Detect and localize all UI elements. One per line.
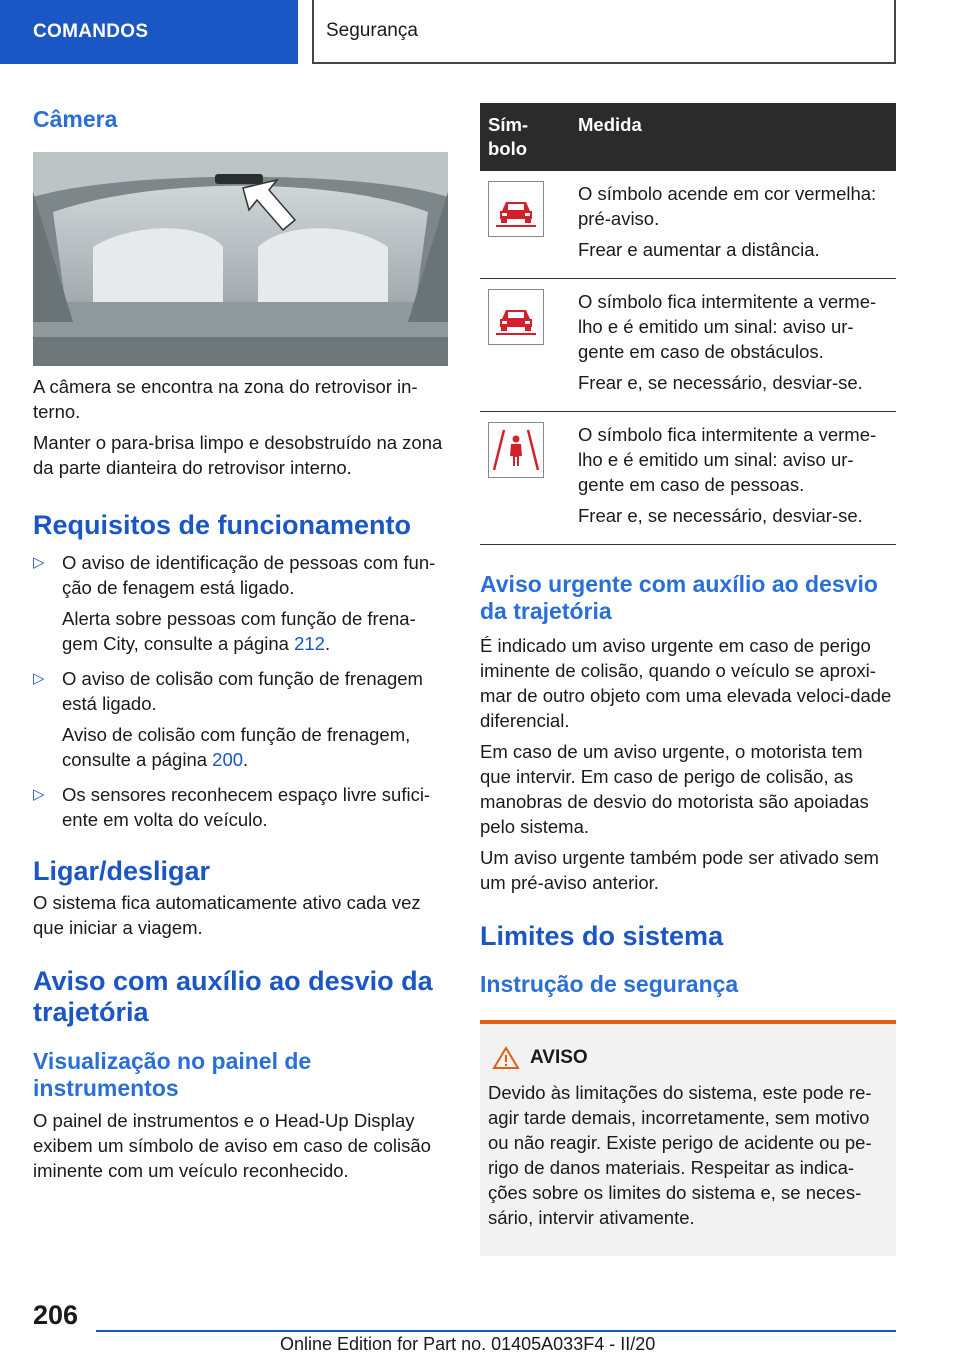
subtext-pre: Alerta sobre pessoas com função de frena-gem City, consulte a página [62, 608, 416, 654]
measure-cell [570, 171, 896, 279]
list-item-subtext [62, 606, 448, 656]
warning-title-row [492, 1046, 888, 1070]
measure-text: Frear e, se necessário, desviar-se. [578, 372, 863, 393]
car-warning-icon [488, 181, 544, 237]
safety-heading: Instrução de segurança [480, 971, 739, 997]
footer-edition: Online Edition for Part no. 01405A033F4 - II/20 [280, 1334, 656, 1354]
list-item [33, 550, 448, 656]
warning-box [480, 1020, 896, 1256]
header-measure: Medida [570, 103, 896, 171]
symbol-cell [480, 412, 570, 545]
right-column [480, 103, 896, 1256]
measure-cell [570, 412, 896, 545]
page-link-200[interactable]: 200 [212, 749, 244, 770]
symbol-table [480, 103, 896, 545]
list-item [33, 666, 448, 772]
subtext-post: . [243, 749, 249, 770]
triangle-bullet-icon: ▷ [33, 786, 45, 803]
subtext-pre: Aviso de colisão com função de frenagem, consulte a página [62, 724, 411, 770]
camera-paragraph-2: Manter o para-brisa limpo e desobstruído na zona da parte dianteira do retrovisor interno. [33, 432, 443, 478]
car-warning-icon [488, 289, 544, 345]
header-symbol: Sím-bolo [480, 103, 570, 171]
table-header-row [480, 103, 896, 171]
onoff-heading: Ligar/desligar [33, 856, 211, 886]
urgent-paragraph-2: Em caso de um aviso urgente, o motorista tem que intervir. Em caso de perigo de colisão, as manobras de desvio do motorista são apoiadas pelo sistema. [480, 741, 869, 837]
pedestrian-warning-icon [488, 422, 544, 478]
camera-paragraph-1: A câmera se encontra na zona do retrovisor in-terno. [33, 376, 418, 422]
page-link-212[interactable]: 212 [294, 633, 325, 654]
warning-text: Devido às limitações do sistema, este pode re-agir tarde demais, incorretamente, sem motivo ou não reagir. Existe perigo de acidente ou pe-rigo de danos materiais. Respeitar as indica-ções sobre os limites do sistema e, se neces-sário, intervir ativamente. [488, 1082, 872, 1228]
warning-triangle-icon [492, 1046, 520, 1070]
measure-cell [570, 279, 896, 412]
requirements-heading: Requisitos de funcionamento [33, 510, 412, 540]
table-row [480, 412, 896, 545]
urgent-heading: Aviso urgente com auxílio ao desvio da trajetória [480, 571, 878, 624]
chapter-header [312, 0, 896, 64]
measure-text: Frear e, se necessário, desviar-se. [578, 505, 863, 526]
requirements-list [33, 550, 448, 832]
display-heading: Visualização no painel de instrumentos [33, 1048, 312, 1101]
section-label: COMANDOS [33, 21, 149, 42]
triangle-bullet-icon: ▷ [33, 670, 45, 687]
measure-text: O símbolo fica intermitente a verme-lho e é emitido um sinal: aviso ur-gente em caso de obstáculos. [578, 291, 877, 362]
list-item-text: O aviso de identificação de pessoas com fun-ção de fenagem está ligado. [62, 552, 436, 598]
measure-text: Frear e aumentar a distância. [578, 239, 820, 260]
camera-photo [33, 152, 448, 366]
measure-text: O símbolo acende em cor vermelha: pré-aviso. [578, 183, 877, 229]
section-tab [0, 0, 298, 64]
urgent-paragraph-1: É indicado um aviso urgente em caso de perigo iminente de colisão, quando o veículo se aproxi-mar de outro objeto com uma elevada veloci-dade diferencial. [480, 635, 892, 731]
subtext-post: . [324, 633, 331, 654]
page-number: 206 [33, 1300, 79, 1330]
camera-heading: Câmera [33, 106, 118, 132]
table-row [480, 279, 896, 412]
list-item-text: Os sensores reconhecem espaço livre sufici-ente em volta do veículo. [62, 784, 431, 830]
list-item [33, 782, 448, 832]
onoff-paragraph: O sistema fica automaticamente ativo cada vez que iniciar a viagem. [33, 892, 421, 938]
avoidance-heading: Aviso com auxílio ao desvio da trajetória [33, 966, 433, 1027]
urgent-paragraph-3: Um aviso urgente também pode ser ativado sem um pré-aviso anterior. [480, 847, 879, 893]
warning-title: AVISO [530, 1047, 588, 1068]
left-column [33, 100, 448, 1189]
limits-heading: Limites do sistema [480, 921, 724, 951]
list-item-text: O aviso de colisão com função de frenagem está ligado. [62, 668, 423, 714]
table-row [480, 171, 896, 279]
symbol-cell [480, 171, 570, 279]
footer-divider [96, 1330, 896, 1332]
list-item-subtext [62, 722, 448, 772]
chapter-label: Segurança [326, 20, 418, 41]
display-paragraph: O painel de instrumentos e o Head-Up Display exibem um símbolo de aviso em caso de colisão iminente com um veículo reconhecido. [33, 1110, 431, 1181]
symbol-cell [480, 279, 570, 412]
triangle-bullet-icon: ▷ [33, 554, 45, 571]
measure-text: O símbolo fica intermitente a verme-lho e é emitido um sinal: aviso ur-gente em caso de pessoas. [578, 424, 877, 495]
